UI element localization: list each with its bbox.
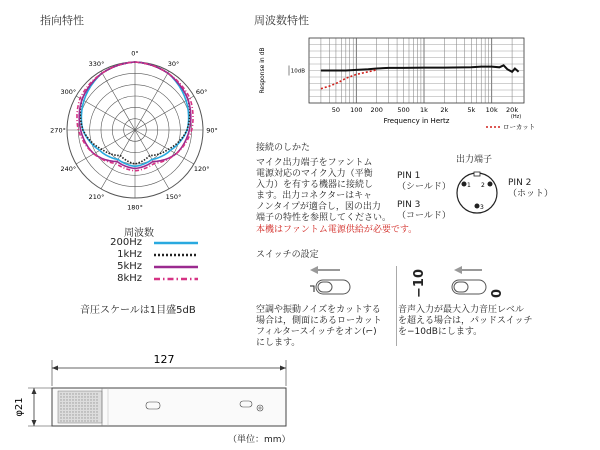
- pin3-label: [397, 200, 451, 222]
- polar-angle-label: 330°: [88, 59, 105, 68]
- freq-x-tick: 200: [370, 106, 383, 114]
- polar-angle-label: 210°: [88, 193, 105, 202]
- legend-swatch: [152, 249, 200, 259]
- connection-heading: 接続のしかた: [256, 143, 311, 153]
- text-line: 空調や振動ノイズをカットする: [256, 305, 381, 315]
- freq-x-tick: 2k: [440, 106, 449, 114]
- text-line: 音声入力が最大入力音圧レベル: [398, 305, 525, 315]
- text-line: 電源対応のマイク入力（平衡: [256, 169, 373, 179]
- polar-angle-label: 240°: [60, 165, 77, 173]
- legend-label: 1kHz: [117, 249, 142, 260]
- diameter-label: φ21: [14, 397, 25, 417]
- connection-body: [256, 158, 404, 224]
- pin1-desc: （シールド）: [397, 182, 451, 192]
- legend-label: 5kHz: [117, 261, 142, 272]
- arrow-left-icon-2: [454, 266, 462, 274]
- polar-spoke: [101, 71, 135, 130]
- switch-heading: スイッチの設定: [256, 250, 319, 260]
- pin1-number: 1: [467, 182, 471, 189]
- pin1-name: PIN 1: [397, 171, 421, 181]
- pin2-desc: （ホット）: [508, 189, 554, 199]
- polar-chart: [50, 30, 218, 220]
- text-line: 端子の特性を参照してください。: [256, 213, 392, 223]
- text-line: 入力）を有する機器に接続し: [256, 180, 374, 190]
- polar-angle-label: 90°: [206, 126, 218, 135]
- text-line: ノンタイプが適合し，図の出力: [256, 202, 381, 212]
- freq-x-tick: 10k: [485, 106, 498, 114]
- xlr-connector-diagram: [450, 168, 510, 223]
- lowcut-instructions: [256, 305, 396, 349]
- pin1-label: [397, 171, 451, 193]
- legend-label: 200Hz: [110, 237, 142, 248]
- arrow-left-icon: [310, 266, 318, 274]
- text-line: ます。出力コネクターはキャ: [256, 191, 373, 201]
- legend-swatch: [152, 273, 200, 283]
- freq-x-tick: 100: [350, 106, 363, 114]
- legend-title: 周波数: [124, 228, 154, 239]
- scale-note: 音圧スケールは1目盛5dB: [80, 305, 196, 316]
- legend-item: [60, 237, 220, 248]
- polar-spoke: [135, 71, 169, 130]
- polar-angle-label: 270°: [50, 126, 66, 135]
- text-line: フィルタースイッチをオン(⌐): [256, 327, 377, 337]
- freq-chart: [254, 28, 554, 144]
- freq-ylabel: Response in dB: [259, 47, 266, 94]
- legend-swatch: [152, 237, 200, 247]
- text-line: 場合は，側面にあるローカット: [256, 316, 382, 326]
- pad-instructions: [398, 305, 558, 338]
- polar-angle-label: 60°: [195, 88, 208, 96]
- legend-label: 8kHz: [117, 273, 142, 284]
- text-line: マイク出力端子をファントム: [256, 158, 373, 168]
- pad-switch-diagram: [432, 264, 502, 304]
- polar-spoke: [76, 96, 135, 130]
- text-line: にします。: [256, 338, 301, 348]
- lowcut-switch-diagram: [300, 264, 360, 300]
- switch-divider: [396, 266, 397, 346]
- pin1-dot: [462, 182, 467, 187]
- pin3-number: 3: [480, 204, 484, 211]
- legend-item: [60, 249, 220, 260]
- pin2-number: 2: [481, 182, 485, 189]
- connector-title: 出力端子: [456, 155, 493, 165]
- length-label: 127: [153, 353, 175, 366]
- pad-zero-label: 0: [490, 288, 505, 298]
- pin3-desc: （コールド）: [397, 211, 451, 221]
- unit-note: （単位：mm）: [228, 435, 291, 445]
- polar-angle-label: 150°: [165, 193, 182, 202]
- pin2-name: PIN 2: [508, 178, 532, 188]
- pad-minus10-label: −10: [412, 269, 427, 298]
- pin3-dot: [475, 204, 480, 209]
- pin3-name: PIN 3: [397, 200, 421, 210]
- legend-swatch: [152, 261, 200, 271]
- freq-x-tick: 1k: [420, 106, 428, 114]
- freq-ref-label: 10dB: [290, 68, 305, 75]
- polar-angle-label: 120°: [193, 165, 210, 173]
- text-line: を超える場合は，パッドスイッチ: [398, 316, 533, 326]
- pin2-dot: [488, 182, 493, 187]
- lowcut-symbol-icon: [310, 286, 314, 292]
- freq-x-tick: 20k: [506, 106, 519, 114]
- freq-x-tick: 5k: [467, 106, 476, 114]
- text-line: を−10dBにします。: [398, 327, 483, 337]
- polar-legend: [60, 224, 220, 304]
- polar-angle-label: 180°: [127, 203, 143, 212]
- polar-angle-label: 300°: [60, 88, 77, 96]
- connector-key: [474, 172, 480, 176]
- polar-spoke: [135, 96, 194, 130]
- freq-x-tick: 500: [397, 106, 410, 114]
- freq-x-tick: 50: [331, 106, 341, 114]
- polar-title: 指向特性: [40, 14, 84, 27]
- freq-x-unit: (Hz): [510, 114, 522, 120]
- freq-legend-label: ローカット: [503, 123, 536, 131]
- legend-item: [60, 261, 220, 272]
- freq-xlabel: Frequency in Hertz: [383, 117, 450, 125]
- legend-item: [60, 273, 220, 284]
- phantom-warning: 本機はファントム電源供給が必要です。: [256, 225, 418, 235]
- freq-title: 周波数特性: [254, 14, 309, 27]
- polar-angle-label: 0°: [131, 49, 139, 58]
- pin2-label: [508, 178, 553, 200]
- polar-angle-label: 30°: [167, 59, 180, 68]
